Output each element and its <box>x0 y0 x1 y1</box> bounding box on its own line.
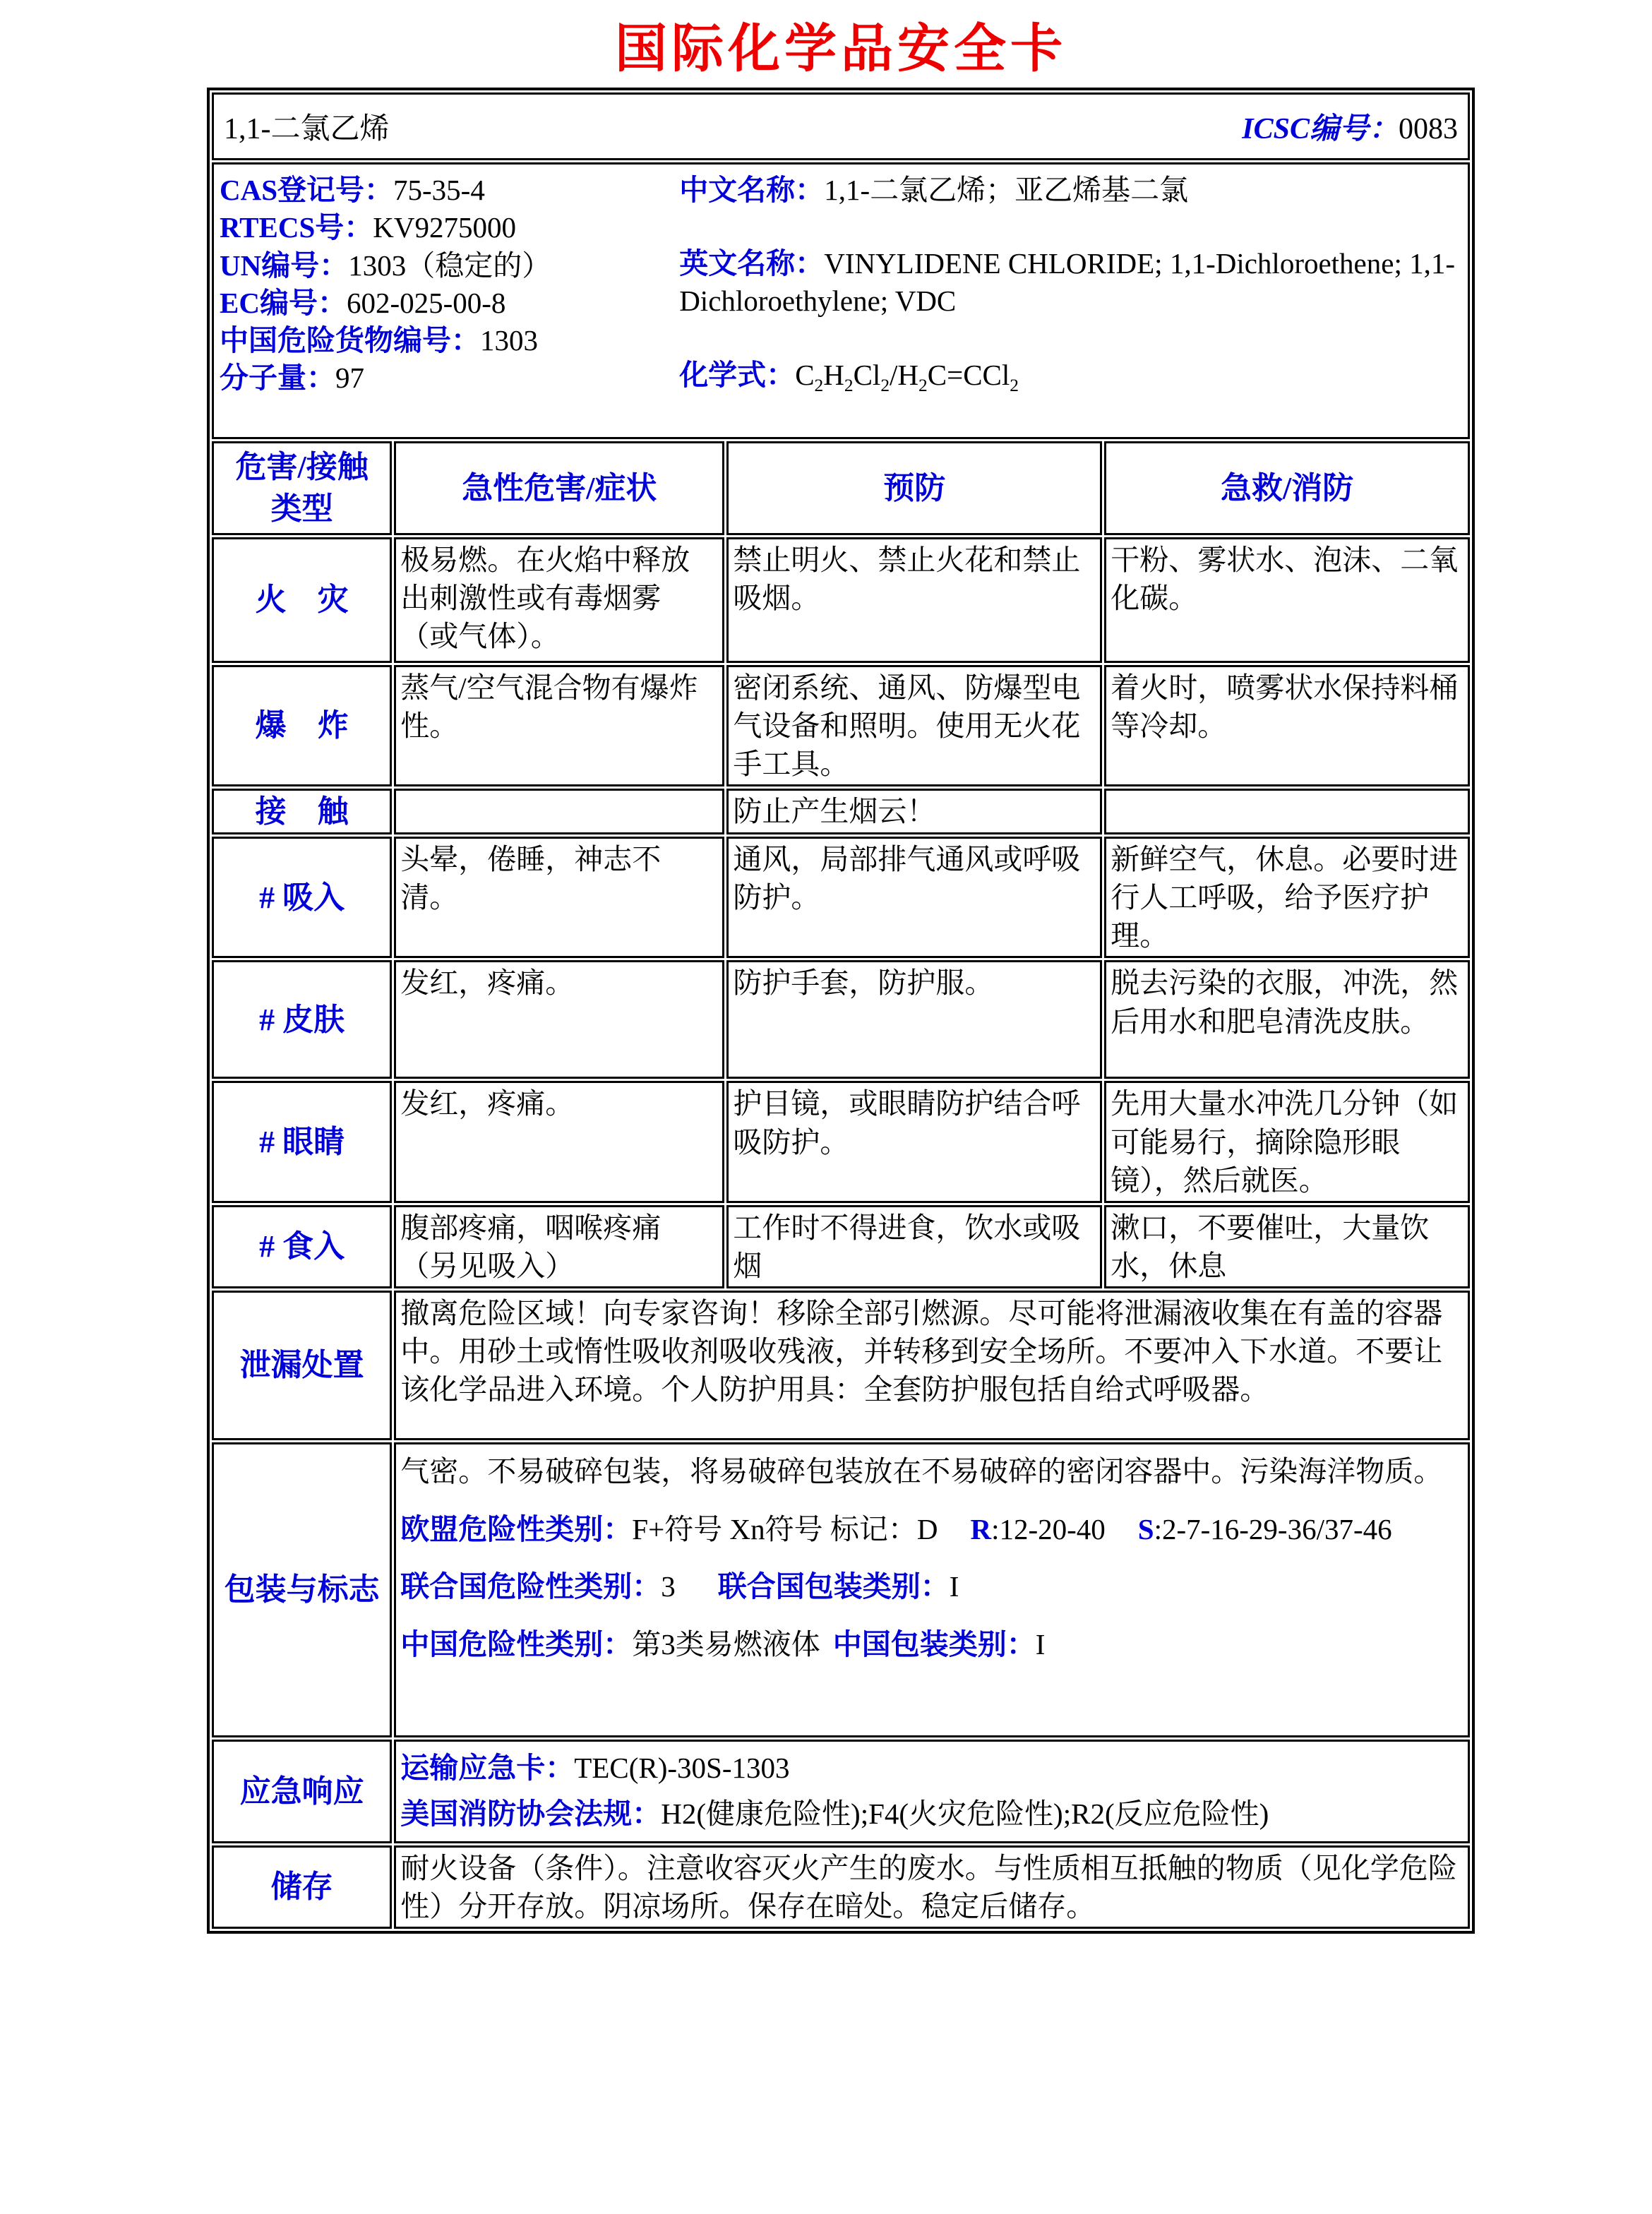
identifiers-left-column <box>220 167 679 402</box>
row-label-explosion: 爆 炸 <box>212 665 392 786</box>
rtecs-number-line <box>220 209 679 246</box>
inhalation-symptoms: 头晕，倦睡，神志不清。 <box>394 837 724 958</box>
skin-response: 脱去污染的衣服，冲洗，然后用水和肥皂清洗皮肤。 <box>1104 960 1470 1079</box>
ec-number-label: EC编号： <box>220 286 347 319</box>
formula-line <box>679 357 1462 397</box>
eyes-symptoms: 发红，疼痛。 <box>394 1081 724 1202</box>
explosion-symptoms: 蒸气/空气混合物有爆炸性。 <box>394 665 724 786</box>
chinese-name-label: 中文名称： <box>679 174 825 206</box>
explosion-response: 着火时，喷雾状水保持料桶等冷却。 <box>1104 665 1470 786</box>
chemical-formula: $C_2H_2Cl_2/H_2C=CCl_2$ <box>795 358 1019 395</box>
table-row-explosion <box>212 665 1470 786</box>
eu-hazard-class-value: F+符号 Xn符号 标记：D <box>632 1512 938 1545</box>
nfpa-code-value: H2(健康危险性);F4(火灾危险性);R2(反应危险性) <box>661 1797 1269 1831</box>
fire-symptoms: 极易燃。在火焰中释放出刺激性或有毒烟雾（或气体）。 <box>394 537 724 663</box>
icsc-number-group <box>1242 105 1458 148</box>
china-dg-number-line <box>220 322 679 359</box>
eyes-response: 先用大量水冲洗几分钟（如可能易行，摘除隐形眼镜），然后就医。 <box>1104 1081 1470 1202</box>
un-number-line <box>220 247 679 285</box>
rtecs-number-label: RTECS号： <box>220 211 373 244</box>
header-firstaid-fire: 急救/消防 <box>1104 441 1470 535</box>
identifiers-right-column <box>679 167 1462 402</box>
nfpa-code-label: 美国消防协会法规： <box>400 1797 662 1831</box>
icsc-number-value: 0083 <box>1399 113 1458 145</box>
table-row-ingestion <box>212 1205 1470 1288</box>
emergency-terc-line <box>400 1747 1462 1789</box>
icsc-card-table <box>207 88 1475 1934</box>
row-label-inhalation: # 吸入 <box>212 837 392 958</box>
chemical-name: 1,1-二氯乙烯 <box>224 113 390 145</box>
storage-text: 耐火设备（条件）。注意收容灭火产生的废水。与性质相互抵触的物质（见化学危险性）分开存放。阴凉场所。保存在暗处。稳定后储存。 <box>394 1845 1470 1929</box>
english-name-value: VINYLIDENE CHLORIDE; 1,1-Dichloroethene; 1,1-Dichloroethylene; VDC <box>679 247 1455 318</box>
packaging-un-line <box>400 1562 1462 1612</box>
cas-number-line <box>220 172 679 209</box>
row-label-packaging: 包装与标志 <box>212 1442 392 1737</box>
transport-emergency-card-label: 运输应急卡： <box>400 1751 575 1784</box>
spill-text: 撤离危险区域！向专家咨询！移除全部引燃源。尽可能将泄漏液收集在有盖的容器中。用砂土或惰性吸收剂吸收残液，并转移到安全场所。不要冲入下水道。不要让该化学品进入环境。个人防护用具：全套防护服包括自给式呼吸器。 <box>394 1291 1470 1440</box>
table-row-fire <box>212 537 1470 663</box>
ingestion-prevention: 工作时不得进食，饮水或吸烟 <box>726 1205 1102 1288</box>
un-number-label: UN编号： <box>220 249 349 282</box>
name-row <box>212 92 1470 160</box>
transport-emergency-card-value: TEC(R)-30S-1303 <box>574 1751 790 1784</box>
packaging-cn-line <box>400 1620 1462 1670</box>
contact-response <box>1104 789 1470 834</box>
row-label-spill: 泄漏处置 <box>212 1291 392 1440</box>
row-label-eyes: # 眼睛 <box>212 1081 392 1202</box>
cn-packing-group-value: I <box>1035 1628 1046 1661</box>
un-packing-group-label: 联合国包装类别： <box>717 1570 950 1603</box>
chinese-name-line <box>679 172 1462 209</box>
english-name-line <box>679 245 1462 321</box>
s-phrases-value: :2-7-16-29-36/37-46 <box>1154 1512 1392 1545</box>
icsc-number-label: ICSC编号： <box>1242 113 1399 145</box>
ec-number-value: 602-025-00-8 <box>346 286 506 319</box>
ec-number-line <box>220 285 679 322</box>
row-label-emergency: 应急响应 <box>212 1740 392 1843</box>
emergency-nfpa-line <box>400 1793 1462 1835</box>
molecular-weight-label: 分子量： <box>220 361 335 395</box>
cn-packing-group-label: 中国包装类别： <box>832 1628 1036 1661</box>
cn-hazard-class-value: 第3类易燃液体 <box>632 1628 820 1661</box>
name-row-content <box>221 105 1461 148</box>
formula-label: 化学式： <box>679 358 796 391</box>
fire-prevention: 禁止明火、禁止火花和禁止吸烟。 <box>726 537 1102 663</box>
row-label-ingestion: # 食入 <box>212 1205 392 1288</box>
table-row-emergency <box>212 1740 1470 1843</box>
chinese-name-value: 1,1-二氯乙烯；亚乙烯基二氯 <box>824 174 1189 206</box>
un-number-value: 1303（稳定的） <box>348 249 551 282</box>
eyes-prevention: 护目镜，或眼睛防护结合呼吸防护。 <box>726 1081 1102 1202</box>
identifiers-row <box>212 162 1470 439</box>
un-packing-group-value: I <box>949 1570 959 1603</box>
table-row-spill <box>212 1291 1470 1440</box>
packaging-eu-line <box>400 1505 1462 1555</box>
r-phrases-label: R <box>970 1512 992 1545</box>
row-label-skin: # 皮肤 <box>212 960 392 1079</box>
cn-hazard-class-label: 中国危险性类别： <box>400 1628 633 1661</box>
table-row-inhalation <box>212 837 1470 958</box>
table-row-storage <box>212 1845 1470 1929</box>
explosion-prevention: 密闭系统、通风、防爆型电气设备和照明。使用无火花手工具。 <box>726 665 1102 786</box>
un-hazard-class-label: 联合国危险性类别： <box>400 1570 662 1603</box>
eu-hazard-class-label: 欧盟危险性类别： <box>400 1512 633 1545</box>
fire-response: 干粉、雾状水、泡沫、二氧化碳。 <box>1104 537 1470 663</box>
un-hazard-class-value: 3 <box>661 1570 676 1603</box>
table-row-contact <box>212 789 1470 834</box>
molecular-weight-line <box>220 359 679 397</box>
cas-number-value: 75-35-4 <box>393 174 485 206</box>
r-phrases-value: :12-20-40 <box>991 1512 1106 1545</box>
header-acute-symptoms: 急性危害/症状 <box>394 441 724 535</box>
row-label-storage: 储存 <box>212 1845 392 1929</box>
skin-prevention: 防护手套，防护服。 <box>726 960 1102 1079</box>
table-row-eyes <box>212 1081 1470 1202</box>
english-name-label: 英文名称： <box>679 247 825 280</box>
inhalation-prevention: 通风，局部排气通风或呼吸防护。 <box>726 837 1102 958</box>
contact-prevention: 防止产生烟云！ <box>726 789 1102 834</box>
ingestion-symptoms: 腹部疼痛，咽喉疼痛（另见吸入） <box>394 1205 724 1288</box>
identifiers-wrap <box>220 167 1462 402</box>
inhalation-response: 新鲜空气，休息。必要时进行人工呼吸，给予医疗护理。 <box>1104 837 1470 958</box>
china-dg-number-label: 中国危险货物编号： <box>220 324 480 357</box>
molecular-weight-value: 97 <box>335 361 364 395</box>
row-label-fire: 火 灾 <box>212 537 392 663</box>
page-title: 国际化学品安全卡 <box>615 20 1067 78</box>
header-hazard-type: 危害/接触 类型 <box>212 441 392 535</box>
cas-number-label: CAS登记号： <box>220 174 394 206</box>
table-row-skin <box>212 960 1470 1079</box>
contact-symptoms <box>394 789 724 834</box>
hazard-header-row <box>212 441 1470 535</box>
header-prevention: 预防 <box>726 441 1102 535</box>
table-row-packaging <box>212 1442 1470 1737</box>
row-label-contact: 接 触 <box>212 789 392 834</box>
china-dg-number-value: 1303 <box>480 324 538 357</box>
rtecs-number-value: KV9275000 <box>373 211 516 244</box>
ingestion-response: 漱口，不要催吐，大量饮水，休息 <box>1104 1205 1470 1288</box>
skin-symptoms: 发红，疼痛。 <box>394 960 724 1079</box>
s-phrases-label: S <box>1137 1512 1154 1545</box>
packaging-intro: 气密。不易破碎包装，将易破碎包装放在不易破碎的密闭容器中。污染海洋物质。 <box>400 1454 1443 1488</box>
